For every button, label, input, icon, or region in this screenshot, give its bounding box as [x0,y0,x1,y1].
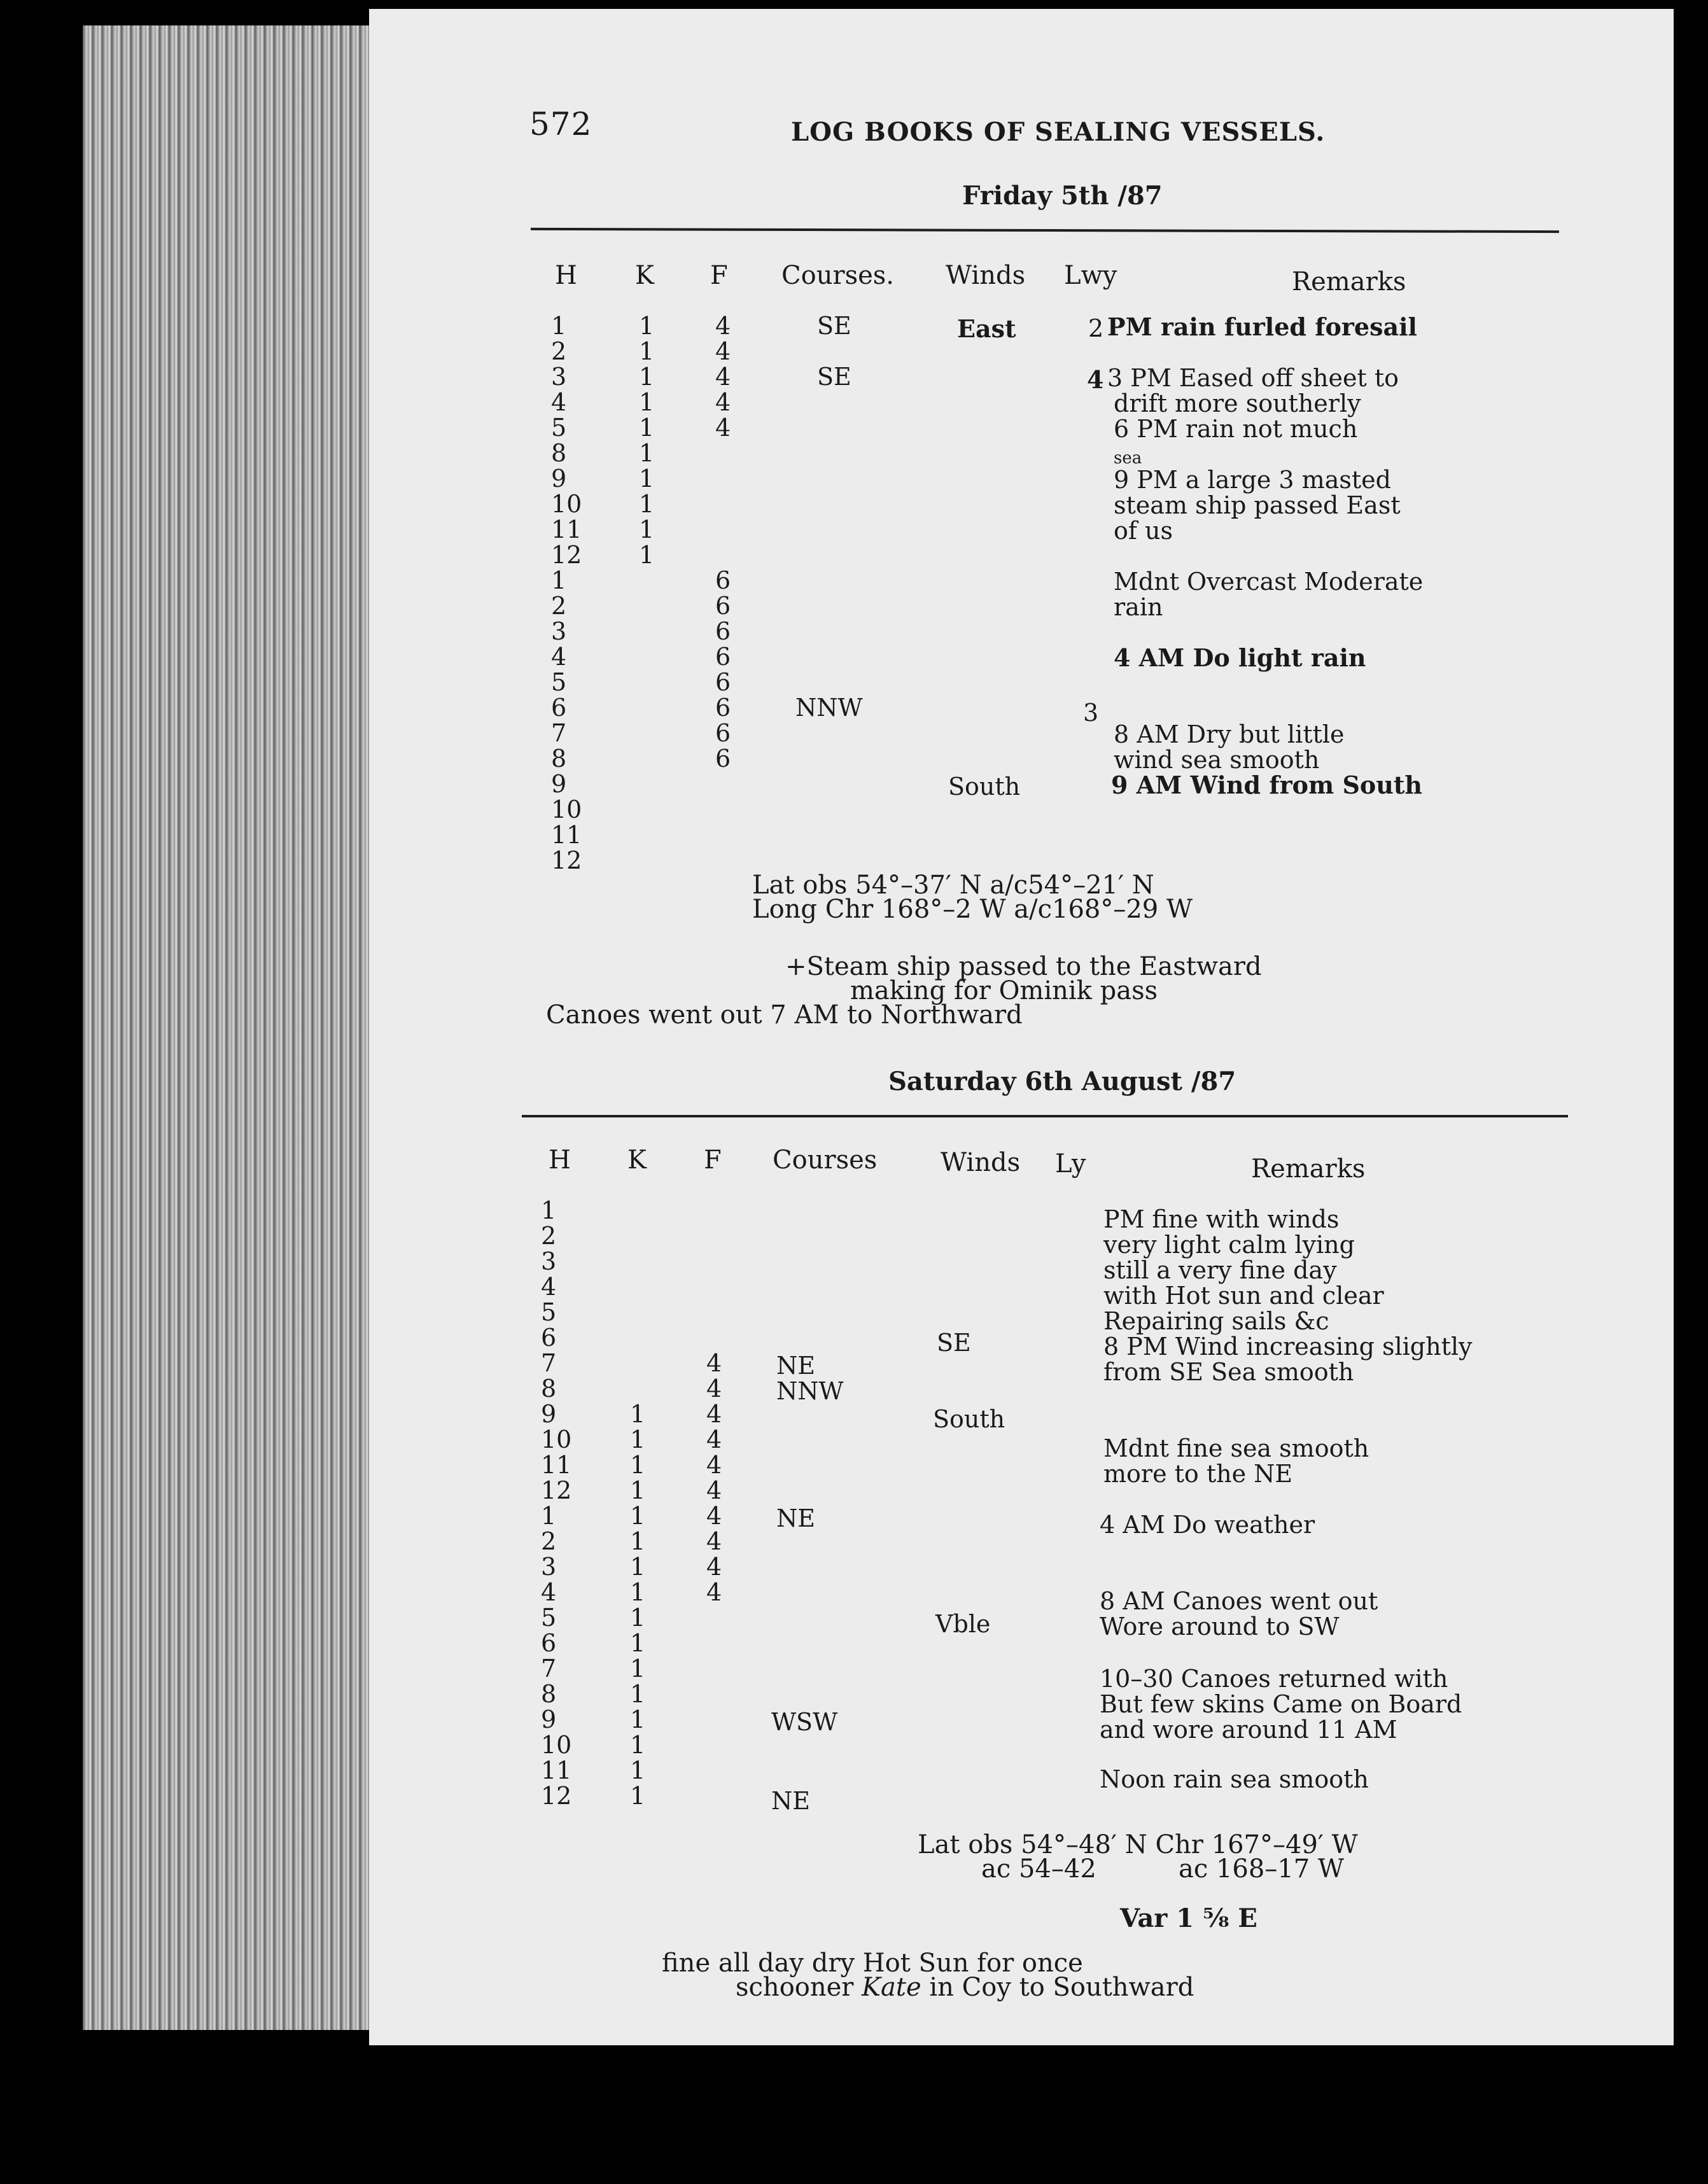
day1-hour: 8 [551,439,567,467]
day2-hour: 6 [541,1324,557,1352]
day1-header-k: K [635,261,654,290]
day2-remark: very light calm lying [1103,1231,1355,1259]
day1-knot: 1 [639,337,655,365]
day1-fathom: 6 [715,745,731,773]
day1-knot: 1 [639,515,655,543]
day1-date: Friday 5th /87 [962,181,1163,211]
day2-header-k: K [627,1145,647,1175]
day1-fathom: 6 [715,668,731,696]
day2-hour: 9 [541,1705,557,1733]
day1-remark: 4 AM Do light rain [1114,643,1366,672]
day1-remark: 9 AM Wind from South [1111,771,1423,799]
day2-fathom: 4 [706,1451,722,1479]
day2-knot: 1 [630,1527,646,1555]
day1-note: Canoes went out 7 AM to Northward [546,1000,1023,1030]
day1-fathom: 4 [715,414,731,442]
day2-wind: Vble [935,1610,991,1638]
day2-knot: 1 [630,1502,646,1530]
day1-header-lwy: Lwy [1064,261,1117,290]
day2-knot: 1 [630,1756,646,1784]
day2-course: WSW [771,1708,838,1736]
day1-knot: 1 [639,490,655,518]
day1-wind: South [948,773,1021,801]
day2-hour: 1 [541,1196,557,1224]
day1-hour: 3 [551,363,567,391]
day2-knot: 1 [630,1731,646,1759]
day2-remark: Repairing sails &c [1103,1307,1329,1335]
day2-remark: still a very fine day [1103,1256,1337,1284]
day1-fathom: 4 [715,312,731,340]
day2-remark: more to the NE [1103,1460,1293,1488]
day1-knot: 1 [639,541,655,569]
day1-remark: Mdnt Overcast Moderate [1114,568,1424,596]
day1-header-f: F [710,261,728,290]
day1-remark: 3 PM Eased off sheet to [1107,364,1399,392]
day1-remark: wind sea smooth [1114,746,1320,774]
day2-wind: South [933,1405,1005,1433]
day1-remark: of us [1114,517,1173,545]
day2-knot: 1 [630,1655,646,1683]
day2-hour: 10 [541,1731,572,1759]
day1-hour: 10 [551,795,582,823]
day2-knot: 1 [630,1782,646,1810]
day1-note: making for Ominik pass [850,976,1158,1005]
day2-note: fine all day dry Hot Sun for once [662,1949,1083,1978]
day1-remark: sea [1114,449,1142,468]
day1-hour: 12 [551,846,582,874]
day1-fathom: 4 [715,337,731,365]
day2-note-vessel-name: Kate [862,1973,921,2002]
day1-header-winds: Winds [946,261,1026,290]
day2-knot: 1 [630,1553,646,1581]
day2-header-lwy: Ly [1055,1149,1086,1179]
day2-knot: 1 [630,1680,646,1708]
day2-knot: 1 [630,1578,646,1606]
running-title: LOG BOOKS OF SEALING VESSELS. [791,117,1326,147]
day2-hour: 3 [541,1247,557,1275]
day2-fathom: 4 [706,1527,722,1555]
day2-hour: 10 [541,1425,572,1453]
day1-knot: 1 [639,465,655,493]
day1-header-h: H [555,261,577,290]
day1-hour: 3 [551,617,567,645]
day2-hour: 12 [541,1476,572,1504]
day2-knot: 1 [630,1705,646,1733]
day1-hour: 1 [551,566,567,594]
day1-hour: 9 [551,770,567,798]
day2-note-schooner: schooner [736,1973,854,2002]
day2-hour: 4 [541,1273,557,1301]
page-number: 572 [529,106,592,143]
day1-header-remarks: Remarks [1292,267,1406,297]
day2-hour: 6 [541,1629,557,1657]
day2-header-f: F [704,1145,722,1175]
day2-hour: 2 [541,1527,557,1555]
day1-wind: East [957,314,1016,343]
day2-knot: 1 [630,1629,646,1657]
day1-remark: PM rain furled foresail [1107,312,1417,341]
day2-hour: 8 [541,1680,557,1708]
day2-header-courses: Courses [773,1145,878,1175]
day2-hour: 11 [541,1451,572,1479]
day2-header-h: H [549,1145,571,1175]
day1-remark: 9 PM a large 3 masted [1114,466,1391,494]
day1-knot: 1 [639,439,655,467]
day2-hour: 11 [541,1756,572,1784]
day2-knot: 1 [630,1476,646,1504]
day1-hour: 2 [551,337,567,365]
day1-hour: 11 [551,515,582,543]
day1-leeway: 2 [1088,314,1104,342]
day2-remark: 10–30 Canoes returned with [1100,1665,1448,1693]
day1-hour: 4 [551,388,567,416]
day2-date: Saturday 6th August /87 [888,1067,1236,1096]
day2-note-rest: in Coy to Southward [929,1973,1194,2002]
day2-hour: 4 [541,1578,557,1606]
day1-leeway: 4 [1087,365,1104,394]
day1-fathom: 6 [715,719,731,747]
day1-remark: 6 PM rain not much [1114,415,1358,443]
day1-knot: 1 [639,312,655,340]
day2-remark: 8 PM Wind increasing slightly [1103,1333,1473,1361]
day2-remark: with Hot sun and clear [1103,1282,1384,1310]
day1-hour: 10 [551,490,582,518]
day1-knot: 1 [639,414,655,442]
day2-course: NE [771,1787,810,1815]
day1-fathom: 6 [715,566,731,594]
day1-remark: drift more southerly [1114,389,1361,417]
day2-course: NE [776,1352,815,1380]
day1-hour: 12 [551,541,582,569]
day2-hour: 5 [541,1604,557,1632]
day2-course: NE [776,1504,815,1532]
day2-remark: But few skins Came on Board [1100,1690,1462,1718]
day2-hour: 7 [541,1655,557,1683]
book-page-edge [83,25,382,2030]
day2-hour: 9 [541,1400,557,1428]
day1-fathom: 6 [715,643,731,671]
day2-hour: 7 [541,1349,557,1377]
day2-fathom: 4 [706,1476,722,1504]
day1-fathom: 6 [715,617,731,645]
day1-hour: 11 [551,821,582,849]
day2-fathom: 4 [706,1578,722,1606]
day1-course: NNW [795,694,863,722]
day2-knot: 1 [630,1604,646,1632]
day1-knot: 1 [639,363,655,391]
day1-hour: 7 [551,719,567,747]
day1-latitude: Lat obs 54°–37′ N a/c54°–21′ N [752,871,1154,900]
day1-hour: 8 [551,745,567,773]
day1-fathom: 6 [715,592,731,620]
day1-note: +Steam ship passed to the Eastward [785,952,1262,981]
day1-fathom: 6 [715,694,731,722]
day2-remark: 8 AM Canoes went out [1100,1587,1378,1615]
day2-fathom: 4 [706,1375,722,1403]
day1-hour: 5 [551,668,567,696]
day1-hour: 2 [551,592,567,620]
day1-hour: 9 [551,465,567,493]
day1-remark: steam ship passed East [1114,491,1401,519]
day1-hour: 1 [551,312,567,340]
day1-knot: 1 [639,388,655,416]
day2-remark: Noon rain sea smooth [1100,1765,1369,1793]
day2-hour: 1 [541,1502,557,1530]
day1-longitude: Long Chr 168°–2 W a/c168°–29 W [752,895,1193,924]
day2-rule [522,1115,1568,1117]
day2-hour: 12 [541,1782,572,1810]
day1-hour: 6 [551,694,567,722]
day2-remark: 4 AM Do weather [1100,1511,1315,1539]
day2-latitude: Lat obs 54°–48′ N Chr 167°–49′ W [918,1830,1358,1859]
day2-variation: Var 1 ⅝ E [1120,1903,1257,1933]
day2-fathom: 4 [706,1553,722,1581]
day2-note [736,1973,1194,2002]
day1-course: SE [817,312,851,340]
day2-wind: SE [937,1329,971,1357]
day2-fathom: 4 [706,1502,722,1530]
day2-remark: and wore around 11 AM [1100,1716,1397,1744]
day1-hour: 5 [551,414,567,442]
day1-hour: 4 [551,643,567,671]
day1-fathom: 4 [715,363,731,391]
day2-longitude-account: ac 168–17 W [1179,1854,1345,1884]
day1-remark: rain [1114,593,1163,621]
day2-header-winds: Winds [941,1148,1021,1177]
day2-fathom: 4 [706,1425,722,1453]
day1-fathom: 4 [715,388,731,416]
day2-hour: 5 [541,1298,557,1326]
day2-fathom: 4 [706,1400,722,1428]
day2-remark: Mdnt fine sea smooth [1103,1434,1369,1462]
day2-remark: PM fine with winds [1103,1205,1340,1233]
day2-hour: 8 [541,1375,557,1403]
day2-hour: 3 [541,1553,557,1581]
day2-remark: from SE Sea smooth [1103,1358,1354,1386]
day2-knot: 1 [630,1425,646,1453]
day2-remark: Wore around to SW [1100,1613,1340,1641]
day1-remark: 8 AM Dry but little [1114,720,1345,748]
day2-header-remarks: Remarks [1251,1154,1366,1184]
day2-latitude-account: ac 54–42 [981,1854,1096,1884]
day1-course: SE [817,363,851,391]
day2-course: NNW [776,1377,844,1405]
day2-knot: 1 [630,1451,646,1479]
day2-fathom: 4 [706,1349,722,1377]
day1-header-courses: Courses. [781,261,895,290]
day1-leeway: 3 [1083,699,1099,727]
day2-hour: 2 [541,1222,557,1250]
day2-knot: 1 [630,1400,646,1428]
